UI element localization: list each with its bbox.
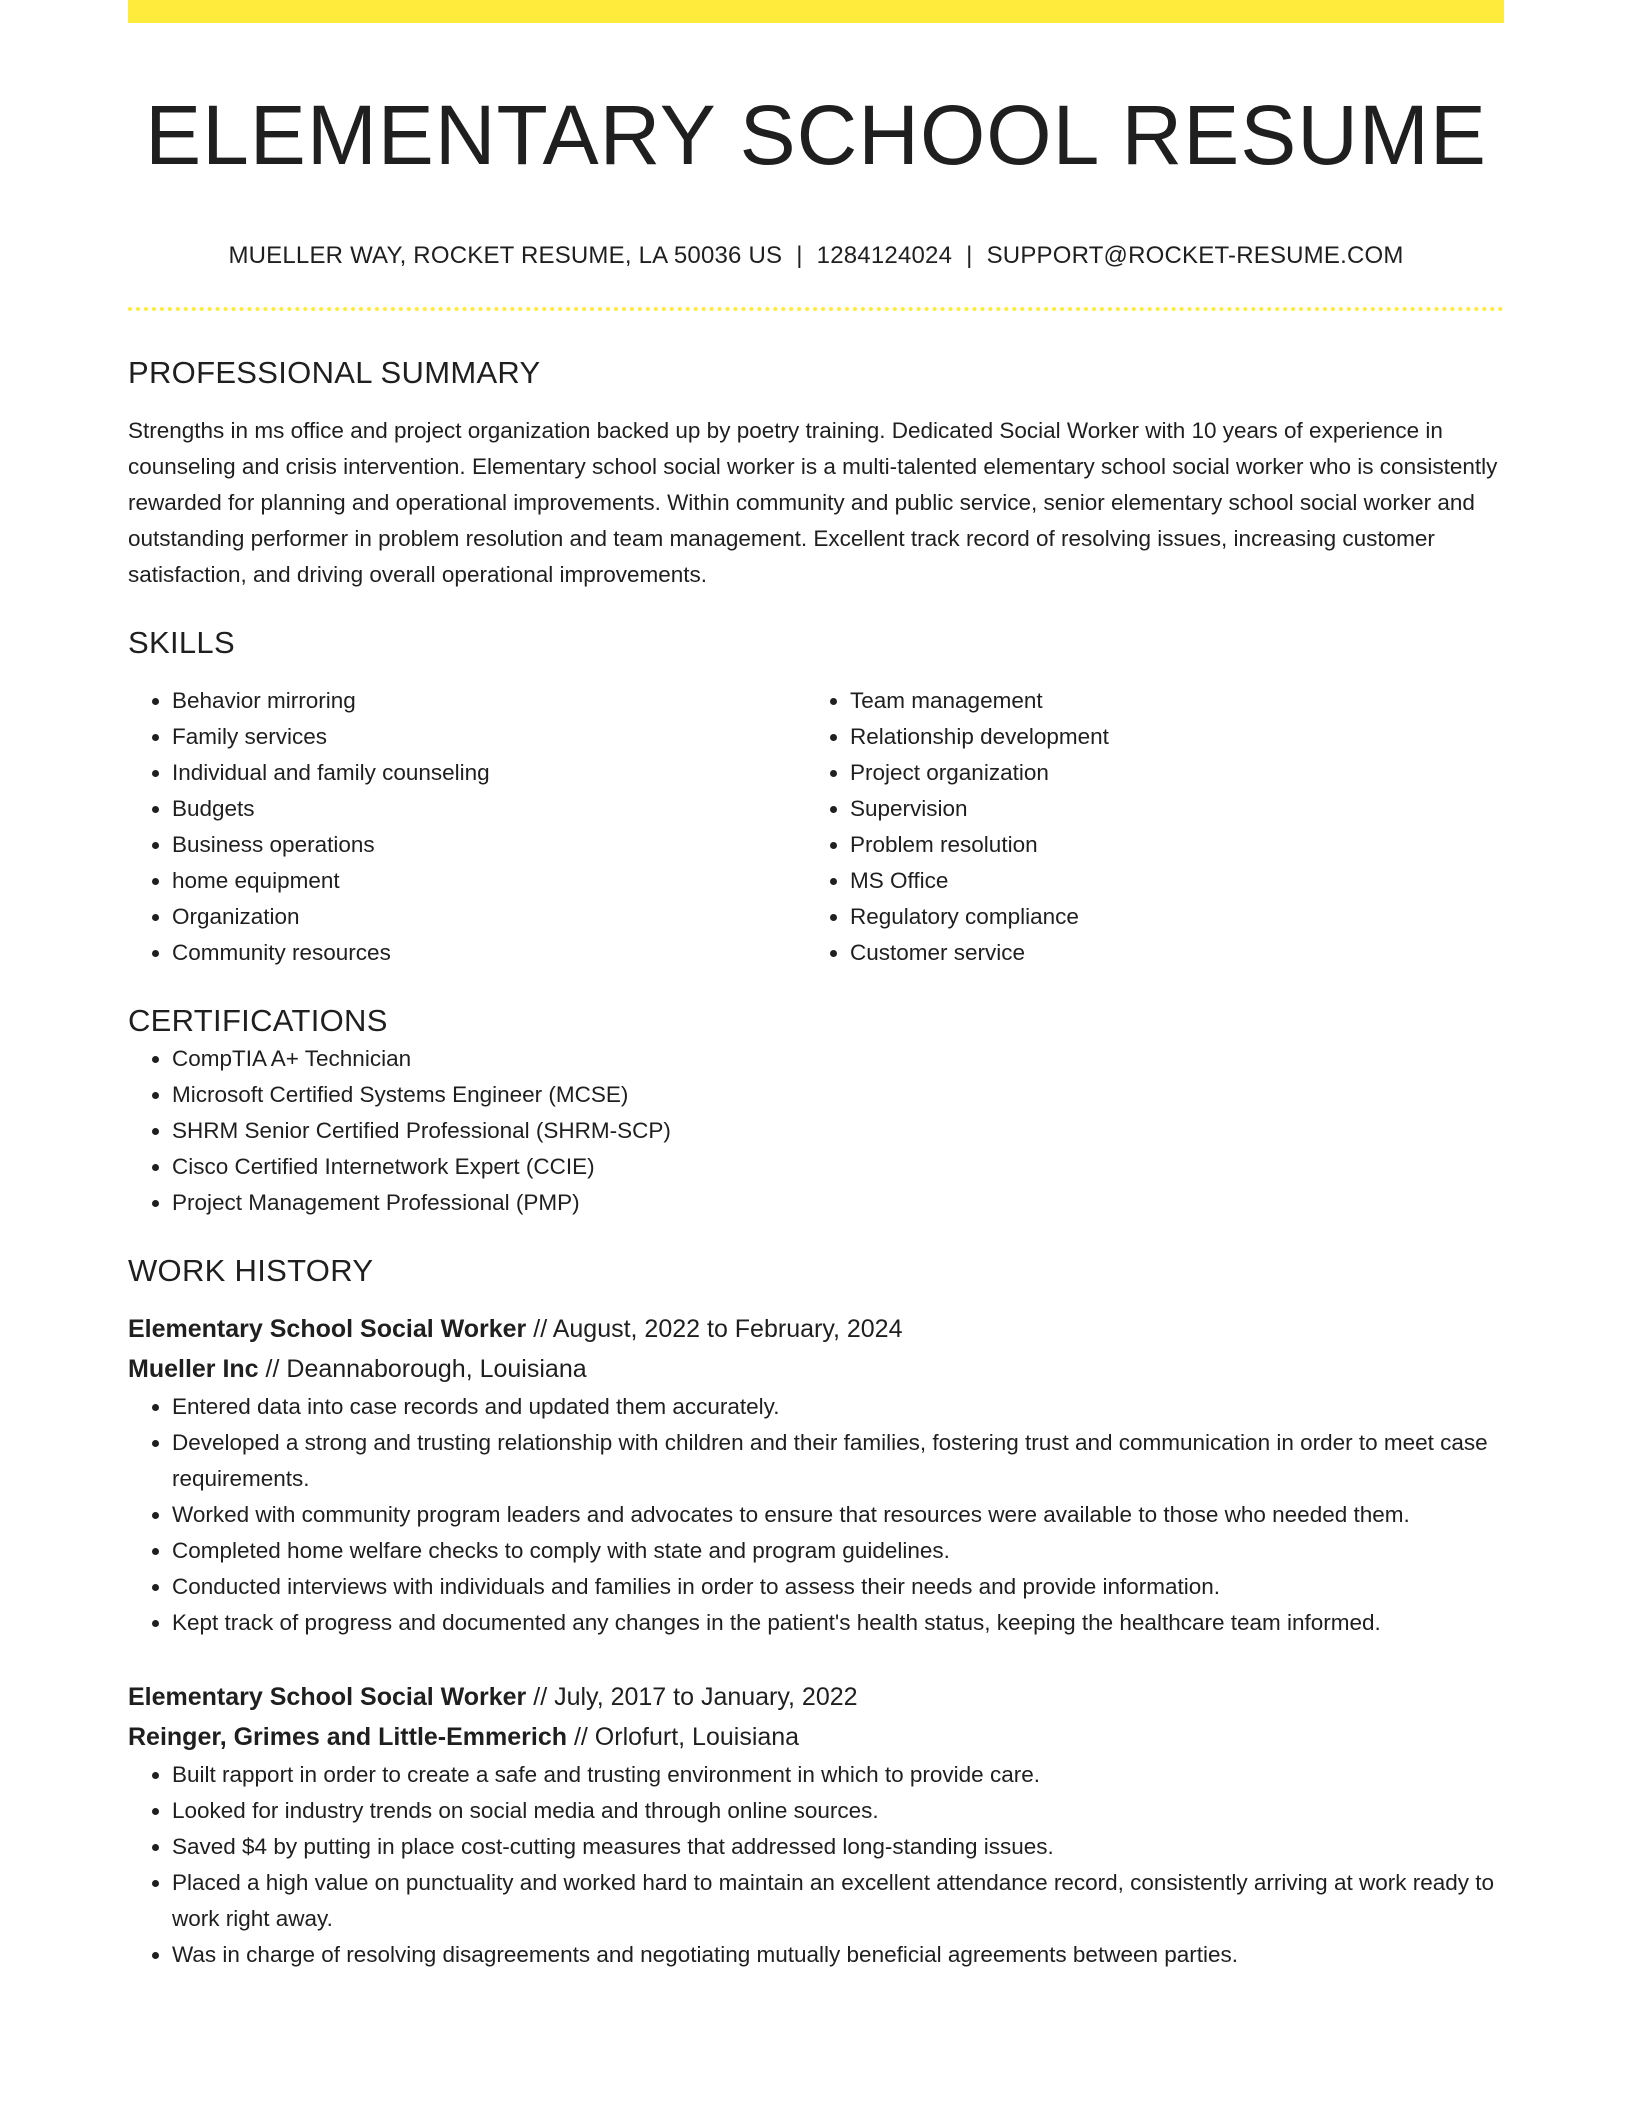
skill-item: • Organization (172, 899, 806, 935)
skill-item: • Business operations (172, 827, 806, 863)
skill-item: • Project organization (850, 755, 1484, 791)
job-title: Elementary School Social Worker (128, 1683, 527, 1711)
job-duty-item: • Looked for industry trends on social media and through online sources. (172, 1793, 1504, 1829)
job-company-line (128, 1349, 1504, 1389)
certification-item: • Microsoft Certified Systems Engineer (MCSE) (172, 1077, 1504, 1113)
skills-list-left (128, 683, 806, 971)
job-company-line (128, 1717, 1504, 1757)
skill-item: • Individual and family counseling (172, 755, 806, 791)
skill-item: • Team management (850, 683, 1484, 719)
job-duties-list (128, 1389, 1504, 1641)
certifications-list (128, 1041, 1504, 1221)
skill-item: • Regulatory compliance (850, 899, 1484, 935)
skill-item: • home equipment (172, 863, 806, 899)
contact-address: MUELLER WAY, ROCKET RESUME, LA 50036 US (228, 242, 783, 269)
job-duties-list (128, 1757, 1504, 1973)
certification-item: • Project Management Professional (PMP) (172, 1185, 1504, 1221)
job-duty-item: • Placed a high value on punctuality and worked hard to maintain an excellent attendance record, consistently arriving at work ready to work right away. (172, 1865, 1504, 1937)
skill-item: • Relationship development (850, 719, 1484, 755)
job-duty-item: • Developed a strong and trusting relationship with children and their families, fostering trust and communication in order to meet case requirements. (172, 1425, 1504, 1497)
contact-phone: 1284124024 (816, 242, 953, 269)
job-location: // Deannaborough, Louisiana (265, 1355, 587, 1383)
skill-item: • Community resources (172, 935, 806, 971)
job-duty-item: • Kept track of progress and documented any changes in the patient's health status, keeping the healthcare team informed. (172, 1605, 1504, 1641)
job-company: Mueller Inc (128, 1355, 259, 1383)
job-entry (128, 1677, 1504, 1973)
skill-item: • Family services (172, 719, 806, 755)
skill-item: • Supervision (850, 791, 1484, 827)
job-duty-item: • Was in charge of resolving disagreements and negotiating mutually beneficial agreements between parties. (172, 1937, 1504, 1973)
job-entry (128, 1309, 1504, 1641)
skill-item: • Behavior mirroring (172, 683, 806, 719)
contact-separator: | (966, 242, 973, 269)
skills-column-right (806, 683, 1484, 971)
certification-item: • CompTIA A+ Technician (172, 1041, 1504, 1077)
job-dates: // July, 2017 to January, 2022 (533, 1683, 858, 1711)
job-duty-item: • Built rapport in order to create a safe and trusting environment in which to provide care. (172, 1757, 1504, 1793)
job-title-line (128, 1677, 1504, 1717)
skills-column-left (128, 683, 806, 971)
contact-separator: | (796, 242, 803, 269)
skill-item: • Customer service (850, 935, 1484, 971)
contact-line (128, 241, 1504, 271)
certification-item: • SHRM Senior Certified Professional (SHRM-SCP) (172, 1113, 1504, 1149)
work-history-heading: WORK HISTORY (128, 1253, 374, 1288)
job-dates: // August, 2022 to February, 2024 (533, 1315, 903, 1343)
job-duty-item: • Saved $4 by putting in place cost-cutting measures that addressed long-standing issues. (172, 1829, 1504, 1865)
summary-text: Strengths in ms office and project organization backed up by poetry training. Dedicated Social Worker with 10 years of experience in counseling and crisis intervention. Elementary school social worker is a multi-talented elementary school social worker who is consistently rewarded for planning and operational improvements. Within community and public service, senior elementary school social worker and outstanding performer in problem resolution and team management. Excellent track record of resolving issues, increasing customer satisfaction, and driving overall operational improvements. (128, 418, 1498, 587)
accent-top-bar (128, 0, 1504, 23)
skill-item: • MS Office (850, 863, 1484, 899)
skill-item: • Problem resolution (850, 827, 1484, 863)
certifications-heading: CERTIFICATIONS (128, 1003, 388, 1038)
job-duty-item: • Conducted interviews with individuals and families in order to assess their needs and provide information. (172, 1569, 1504, 1605)
contact-email: SUPPORT@ROCKET-RESUME.COM (986, 242, 1404, 269)
job-duty-item: • Completed home welfare checks to comply with state and program guidelines. (172, 1533, 1504, 1569)
skills-heading: SKILLS (128, 625, 235, 660)
resume-title: ELEMENTARY SCHOOL RESUME (145, 88, 1487, 182)
job-duty-item: • Entered data into case records and updated them accurately. (172, 1389, 1504, 1425)
summary-heading: PROFESSIONAL SUMMARY (128, 355, 541, 390)
skill-item: • Budgets (172, 791, 806, 827)
job-company: Reinger, Grimes and Little-Emmerich (128, 1723, 568, 1751)
resume-page (128, 0, 1504, 1973)
skills-grid (128, 683, 1504, 971)
job-title-line (128, 1309, 1504, 1349)
job-title: Elementary School Social Worker (128, 1315, 527, 1343)
job-duty-item: • Worked with community program leaders and advocates to ensure that resources were available to those who needed them. (172, 1497, 1504, 1533)
dotted-divider (128, 307, 1504, 311)
skills-list-right (806, 683, 1484, 971)
job-location: // Orlofurt, Louisiana (573, 1723, 800, 1751)
certification-item: • Cisco Certified Internetwork Expert (CCIE) (172, 1149, 1504, 1185)
